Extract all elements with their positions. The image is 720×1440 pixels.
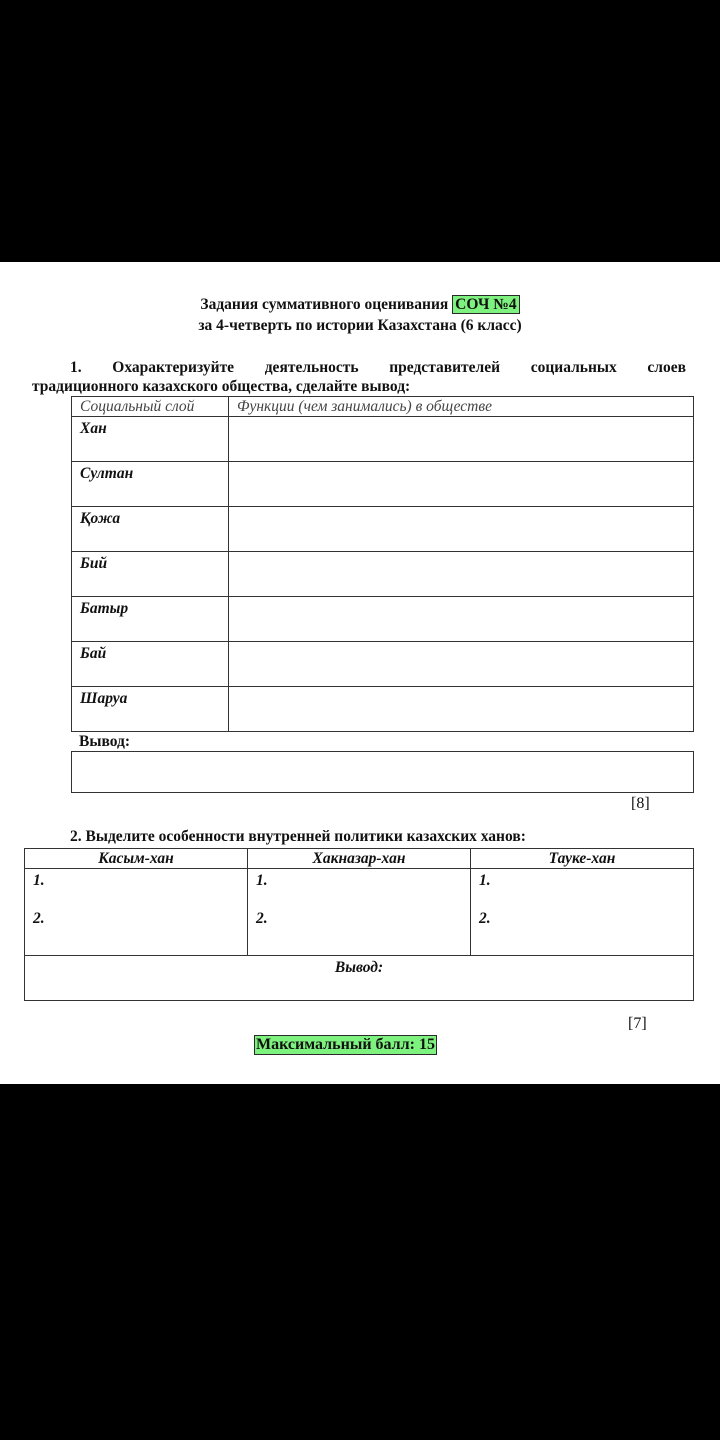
- table-row: [72, 642, 694, 687]
- column-header-kasym: Касым-хан: [25, 849, 248, 869]
- answer-cell[interactable]: [229, 417, 694, 462]
- column-header-tauke: Тауке-хан: [471, 849, 694, 869]
- column-header-functions: Функции (чем занимались) в обществе: [229, 397, 694, 417]
- conclusion-row: [25, 956, 694, 1001]
- answer-cell[interactable]: [229, 597, 694, 642]
- task2-question: 2. Выделите особенности внутренней политики казахских ханов:: [70, 828, 526, 845]
- row-label: Султан: [72, 462, 229, 507]
- table-row: [25, 869, 694, 956]
- task2-conclusion-cell[interactable]: [25, 956, 694, 1001]
- title-text: Задания суммативного оценивания: [200, 296, 449, 313]
- document-subtitle: за 4-четверть по истории Казахстана (6 класс): [198, 317, 522, 334]
- table-row: [72, 417, 694, 462]
- column-header-layer: Социальный слой: [72, 397, 229, 417]
- task2-score: [7]: [628, 1015, 647, 1032]
- item-number-1: 1.: [479, 872, 491, 889]
- answer-cell[interactable]: [229, 552, 694, 597]
- row-label: Хан: [72, 417, 229, 462]
- table-row: [72, 462, 694, 507]
- item-number-2: 2.: [479, 910, 491, 927]
- title-badge: СОЧ №4: [452, 295, 519, 314]
- table-row: [72, 687, 694, 732]
- document-title: [0, 296, 720, 314]
- column-header-haknazar: Хакназар-хан: [248, 849, 471, 869]
- table-header-row: [72, 397, 694, 417]
- answer-cell[interactable]: [25, 869, 248, 956]
- answer-cell[interactable]: [229, 462, 694, 507]
- task1-score: [8]: [631, 795, 650, 812]
- max-score-badge: Максимальный балл: 15: [256, 1036, 435, 1053]
- table-header-row: [25, 849, 694, 869]
- table-row: [72, 507, 694, 552]
- task1-question-line1: [32, 358, 686, 377]
- khans-policy-table: [24, 848, 694, 1001]
- item-number-2: 2.: [33, 910, 45, 927]
- answer-cell[interactable]: [229, 687, 694, 732]
- table-row: [72, 597, 694, 642]
- answer-cell[interactable]: [229, 642, 694, 687]
- task1-conclusion-label: Вывод:: [79, 733, 131, 750]
- task1-conclusion-box[interactable]: [71, 751, 694, 793]
- answer-cell[interactable]: [471, 869, 694, 956]
- table-row: [72, 552, 694, 597]
- row-label: Бий: [72, 552, 229, 597]
- document-page: [0, 262, 720, 1084]
- item-number-1: 1.: [256, 872, 268, 889]
- answer-cell[interactable]: [248, 869, 471, 956]
- row-label: Батыр: [72, 597, 229, 642]
- answer-cell[interactable]: [229, 507, 694, 552]
- item-number-1: 1.: [33, 872, 45, 889]
- row-label: Қожа: [72, 507, 229, 552]
- social-layers-table: [71, 396, 694, 732]
- task1-question-text: 1. Охарактеризуйте деятельность представителей социальных слоев: [70, 359, 686, 376]
- task1-question-line2: традиционного казахского общества, сделайте вывод:: [32, 378, 411, 395]
- row-label: Бай: [72, 642, 229, 687]
- task2-conclusion-label: Вывод:: [334, 959, 384, 976]
- item-number-2: 2.: [256, 910, 268, 927]
- row-label: Шаруа: [72, 687, 229, 732]
